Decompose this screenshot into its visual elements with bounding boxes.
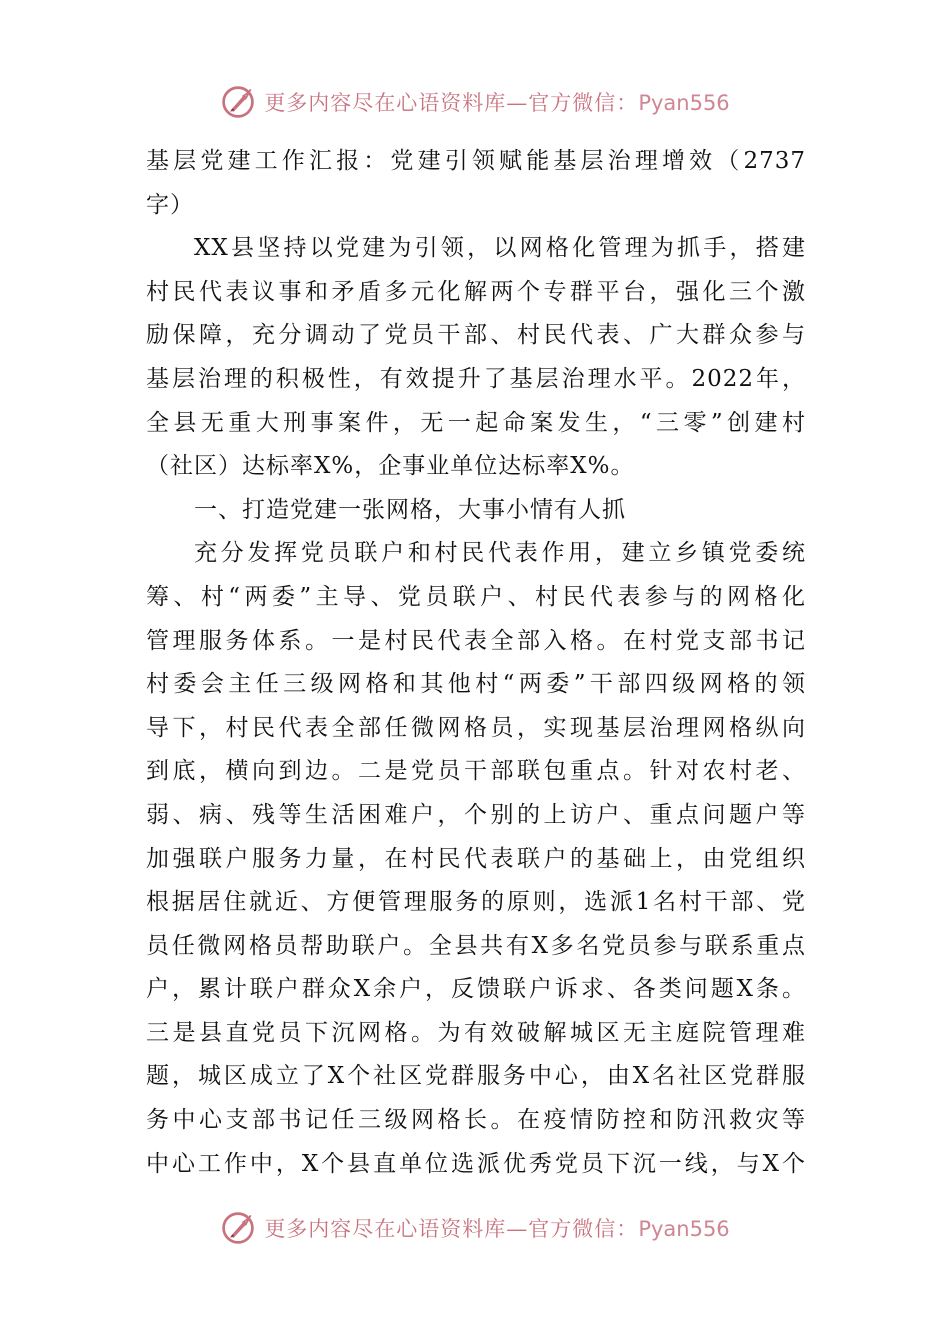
watermark-text: 更多内容尽在心语资料库—官方微信：Pyan556 bbox=[264, 1217, 730, 1241]
text-line: 弱、病、残等生活困难户，个别的上访户、重点问题户等 bbox=[146, 801, 806, 828]
heading-line: 一、打造党建一张网格，大事小情有人抓 bbox=[194, 496, 626, 523]
watermark-text: 更多内容尽在心语资料库—官方微信：Pyan556 bbox=[264, 91, 730, 115]
text-line: 根据居住就近、方便管理服务的原则，选派1名村干部、党 bbox=[146, 889, 806, 916]
text-line: 到底，横向到边。二是党员干部联包重点。针对农村老、 bbox=[146, 758, 806, 785]
text-line: 基层治理的积极性，有效提升了基层治理水平。2022年， bbox=[146, 365, 806, 392]
text-line: 三是县直党员下沉网格。为有效破解城区无主庭院管理难 bbox=[146, 1019, 806, 1046]
title-line: 基层党建工作汇报：党建引领赋能基层治理增效（2737 bbox=[146, 148, 806, 174]
text-line: 村民代表议事和矛盾多元化解两个专群平台，强化三个激 bbox=[146, 278, 806, 305]
text-line: 全县无重大刑事案件，无一起命案发生，“三零”创建村 bbox=[146, 409, 806, 436]
text-line: XX县坚持以党建为引领，以网格化管理为抓手，搭建 bbox=[194, 235, 806, 262]
section-heading bbox=[146, 489, 806, 533]
text-line: 管理服务体系。一是村民代表全部入格。在村党支部书记 bbox=[146, 627, 806, 654]
title-line: 字） bbox=[146, 191, 194, 218]
text-line: 题，城区成立了X个社区党群服务中心，由X名社区党群服 bbox=[146, 1063, 806, 1090]
document-title bbox=[146, 140, 806, 227]
text-line: 中心工作中，X个县直单位选派优秀党员下沉一线，与X个 bbox=[146, 1150, 806, 1177]
watermark-wechat-id: Pyan556 bbox=[638, 1217, 730, 1241]
text-line: 加强联户服务力量，在村民代表联户的基础上，由党组织 bbox=[146, 845, 806, 872]
body-paragraph bbox=[146, 532, 806, 1186]
text-line: 务中心支部书记任三级网格长。在疫情防控和防汛救灾等 bbox=[146, 1107, 806, 1134]
text-line: （社区）达标率X%，企事业单位达标率X%。 bbox=[146, 453, 635, 480]
text-line: 筹、村“两委”主导、党员联户、村民代表参与的网格化 bbox=[146, 583, 806, 610]
quill-pen-logo-icon bbox=[220, 84, 256, 120]
intro-paragraph bbox=[146, 227, 806, 489]
text-line: 导下，村民代表全部任微网格员，实现基层治理网格纵向 bbox=[146, 714, 806, 741]
quill-pen-logo-icon bbox=[220, 1210, 256, 1246]
document-body bbox=[146, 140, 806, 1186]
text-line: 村委会主任三级网格和其他村“两委”干部四级网格的领 bbox=[146, 671, 806, 698]
watermark-header bbox=[0, 84, 950, 120]
text-line: 充分发挥党员联户和村民代表作用，建立乡镇党委统 bbox=[194, 540, 806, 567]
text-line: 励保障，充分调动了党员干部、村民代表、广大群众参与 bbox=[146, 322, 806, 349]
watermark-wechat-id: Pyan556 bbox=[638, 91, 730, 115]
watermark-footer bbox=[0, 1210, 950, 1246]
text-line: 员任微网格员帮助联户。全县共有X多名党员参与联系重点 bbox=[146, 932, 806, 959]
text-line: 户，累计联户群众X余户，反馈联户诉求、各类问题X条。 bbox=[146, 976, 806, 1003]
